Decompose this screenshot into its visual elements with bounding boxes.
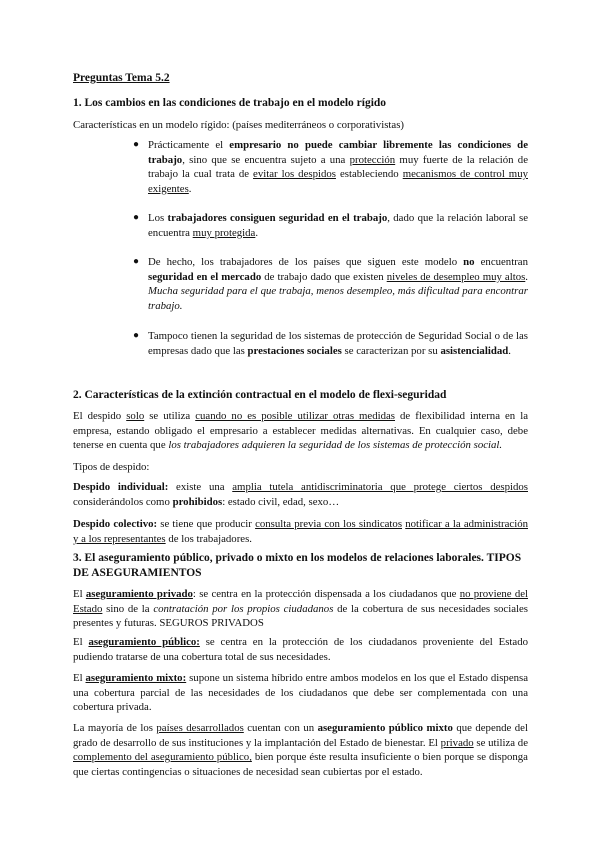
bullet-4: ● Tampoco tienen la seguridad de los sistemas de protección de Seguridad Social o de las empresas dado que las prestaciones sociales se caracterizan por su asistencialidad.: [133, 330, 528, 357]
bullet-dot: ●: [133, 256, 140, 267]
bullet-dot: ●: [133, 330, 140, 341]
aseguramiento-publico: El aseguramiento público: se centra en la protección de los ciudadanos proveniente del Estado pudiendo tratarse de una cobertura total de sus necesidades.: [73, 636, 528, 663]
section-2-paragraph-1: El despido solo se utiliza cuando no es posible utilizar otras medidas de flexibilidad interna en la empresa, estando obligado el empresario a establecer medidas alternativas. En cualquier caso, debe tenerse en cuenta que los trabajadores adquieren la seguridad de los sistemas de protección social.: [73, 410, 528, 452]
section-2-heading: 2. Características de la extinción contractual en el modelo de flexi-seguridad: [73, 389, 447, 401]
section-1-intro: Características en un modelo rígido: (países mediterráneos o corporativistas): [73, 119, 404, 131]
bullet-2: ● Los trabajadores consiguen seguridad en el trabajo, dado que la relación laboral se encuentra muy protegida.: [133, 212, 528, 239]
document-title: Preguntas Tema 5.2: [73, 72, 170, 84]
despido-individual: Despido individual: existe una amplia tutela antidiscriminatoria que protege ciertos despidos considerándolos como prohibidos: estado civil, edad, sexo…: [73, 481, 528, 508]
tipos-despido-label: Tipos de despido:: [73, 461, 150, 473]
mayoria-paises-paragraph: La mayoría de los países desarrollados cuentan con un aseguramiento público mixto que depende del grado de desarrollo de sus instituciones y la implantación del Estado de bienestar. El privado se utiliza de complemento del aseguramiento público, bien porque éste resulta insuficiente o bien porque se disponga que ciertas contingencias o situaciones de necesidad sean cubiertas por el estado.: [73, 722, 528, 778]
bullet-1: ● Prácticamente el empresario no puede cambiar libremente las condiciones de trabajo, sino que se encuentra sujeto a una protección muy fuerte de la relación de trabajo la cual trata de evitar los despidos estableciendo mecanismos de control muy exigentes.: [133, 139, 528, 195]
bullet-dot: ●: [133, 139, 140, 150]
section-3-heading: 3. El aseguramiento público, privado o mixto en los modelos de relaciones laborales. TIPOS DE ASEGURAMIENTOS: [73, 552, 522, 579]
despido-colectivo: Despido colectivo: se tiene que producir consulta previa con los sindicatos notificar a la administración y a los representantes de los trabajadores.: [73, 518, 528, 545]
bullet-dot: ●: [133, 212, 140, 223]
aseguramiento-privado: El aseguramiento privado: se centra en la protección dispensada a los ciudadanos que no proviene del Estado sino de la contratación por los propios ciudadanos de la cobertura de sus necesidades sociales presentes y futuras. SEGUROS PRIVADOS: [73, 588, 529, 630]
aseguramiento-mixto: El aseguramiento mixto: supone un sistema híbrido entre ambos modelos en los que el Estado dispensa una cobertura parcial de las necesidades de los ciudadanos que debe ser complementada con una cobertura privada.: [73, 672, 529, 714]
bullet-3: ● De hecho, los trabajadores de los países que siguen este modelo no encuentran seguridad en el mercado de trabajo dado que existen niveles de desempleo muy altos. Mucha seguridad para el que trabaja, menos desempleo, más dificultad para encontrar trabajo.: [133, 256, 528, 312]
section-1-heading: 1. Los cambios en las condiciones de trabajo en el modelo rígido: [73, 97, 387, 109]
